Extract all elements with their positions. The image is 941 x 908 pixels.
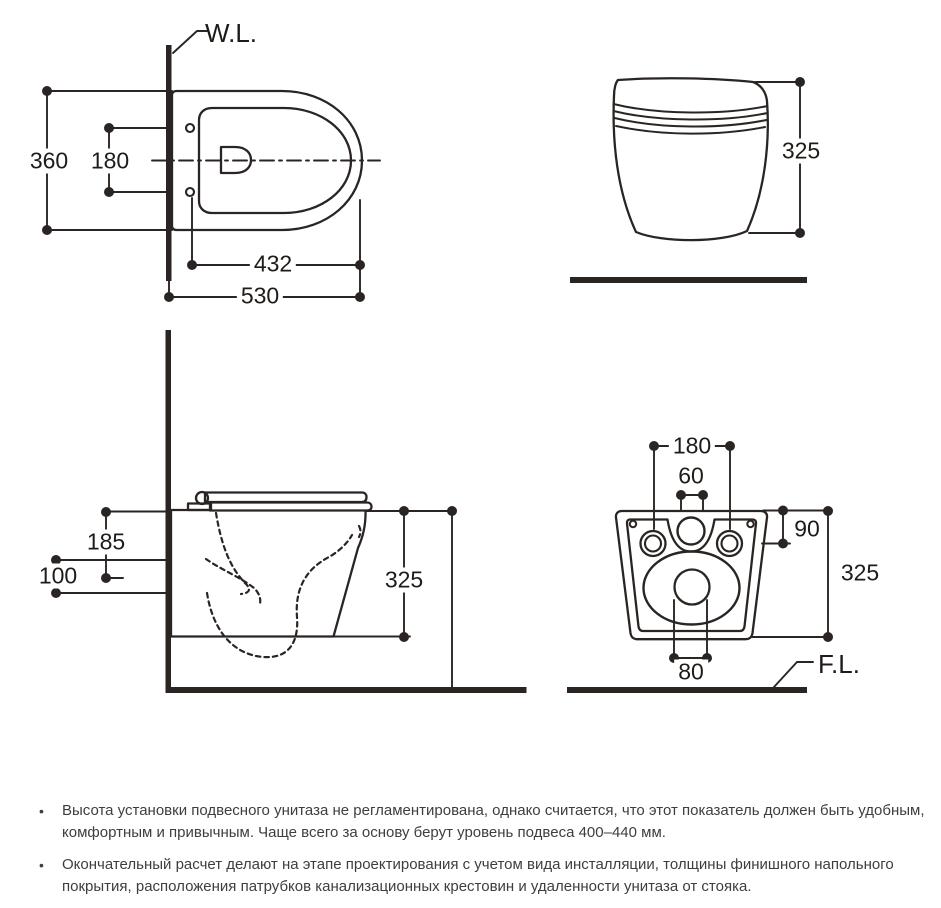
floor-line [567, 687, 807, 693]
wall-line-leader [173, 31, 207, 53]
dim-label-hole-spacing-top: 180 [87, 149, 133, 174]
dim-label-overall-depth: 530 [237, 284, 283, 309]
wall-line-label: W.L. [204, 18, 258, 48]
floor-line-label: F.L. [818, 649, 860, 679]
dim-label-height-back: 325 [837, 561, 883, 586]
note-text-line: Высота установки подвесного унитаза не регламентирована, однако считается, что этот показатель должен быть удобным, [62, 802, 925, 819]
floor-line-leader [774, 662, 813, 687]
base-line [570, 277, 807, 283]
dim-label-body-height-side: 325 [381, 568, 427, 593]
dim-label-height-front: 325 [778, 139, 824, 164]
dim-label-top-to-holes: 90 [790, 517, 824, 542]
dim-label-inlet-width: 60 [674, 464, 708, 489]
dim-label-overall-width-top: 360 [26, 149, 72, 174]
note-text-line: Окончательный расчет делают на этапе проектирования с учетом вида инсталляции, толщины финишного напольного [62, 856, 894, 873]
wall-line [166, 330, 172, 693]
dim-label-hole-spacing-back: 180 [669, 434, 715, 459]
dim-label-hole-to-front: 432 [250, 252, 296, 277]
wall-line [166, 45, 172, 281]
note-text-line: покрытия, расположения патрубков канализационных крестовин и удаленности унитаза от стояка. [62, 878, 752, 895]
floor-line [166, 687, 527, 693]
dim-60 [676, 490, 708, 511]
note-bullet: • [39, 857, 44, 873]
hinge-bracket [188, 504, 211, 511]
front-view-drawing [570, 77, 807, 283]
note-bullet: • [39, 803, 44, 819]
note-text-line: комфортным и привычным. Чаще всего за основу берут уровень подвеса 400–440 мм. [62, 824, 666, 841]
dim-label-rim-to-inlet: 185 [83, 530, 129, 555]
dim-label-inlet-offset: 100 [35, 564, 81, 589]
dim-label-outlet-width: 80 [674, 660, 708, 685]
side-view-drawing [51, 330, 527, 693]
